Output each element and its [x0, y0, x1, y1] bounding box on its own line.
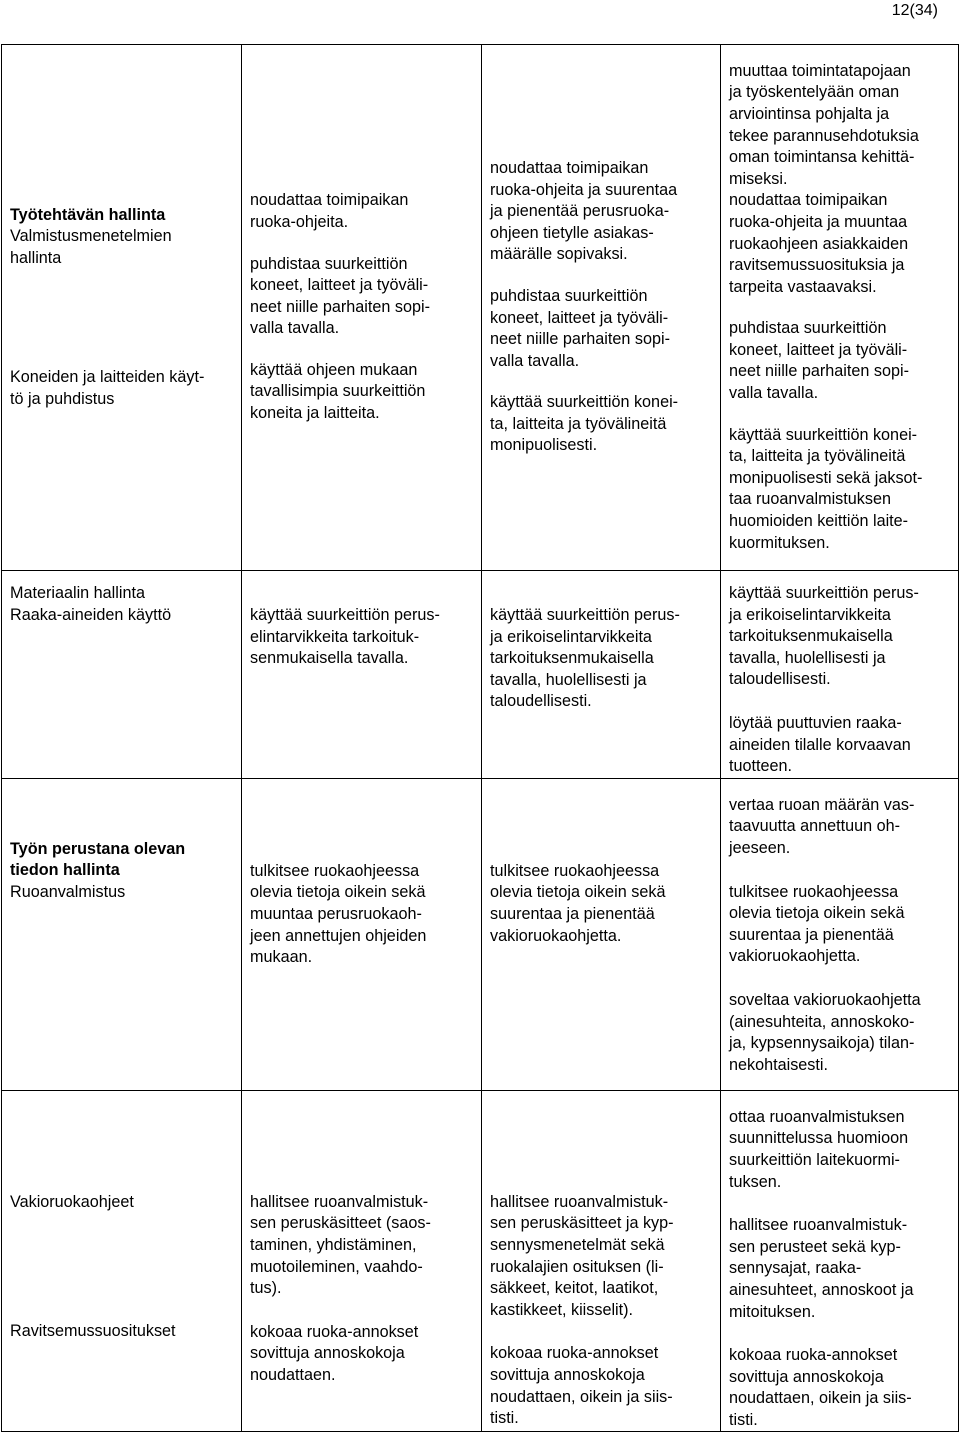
table-row — [2, 1090, 959, 1432]
criteria-text: puhdistaa suurkeittiön koneet, laitteet ja työväli- neet niille parhaiten sopi- valla tavalla. — [729, 319, 909, 403]
criteria-text: hallitsee ruoanvalmistuk- sen peruskäsitteet ja kyp- sennysmenetelmät sekä ruokalajien osituksen (li- säkkeet, keitot, laatikot, kastikkeet, kiisselit). — [490, 1192, 674, 1319]
page-number: 12(34) — [891, 2, 938, 19]
row-label-cell — [2, 778, 242, 1090]
criteria-text: hallitsee ruoanvalmistuk- sen peruskäsitteet (saos- taminen, yhdistäminen, muotoileminen, vaahdo- tus). — [250, 1192, 431, 1298]
row-label: Koneiden ja laitteiden käyt- tö ja puhdistus — [10, 368, 205, 408]
level-2-cell — [482, 45, 721, 571]
criteria-text: puhdistaa suurkeittiön koneet, laitteet ja työväli- neet niille parhaiten sopi- valla tavalla. — [250, 254, 430, 338]
criteria-text: käyttää suurkeittiön perus- ja erikoiselintarvikkeita tarkoituksenmukaisella tavalla, huolellisesti ja taloudellisesti. — [490, 606, 680, 711]
table-row — [2, 778, 959, 1090]
criteria-text: vertaa ruoan määrän vas- taavuutta annettuun oh- jeeseen. — [729, 795, 915, 857]
level-1-cell — [242, 45, 482, 571]
row-label-cell — [2, 571, 242, 779]
criteria-text: kokoaa ruoka-annokset sovittuja annoskokoja noudattaen, oikein ja siis- tisti. — [729, 1346, 912, 1429]
level-2-cell — [482, 778, 721, 1090]
criteria-text: hallitsee ruoanvalmistuk- sen perusteet sekä kyp- sennysajat, raaka- ainesuhteet, annoskoot ja mitoituksen. — [729, 1216, 914, 1321]
section-heading: Työtehtävän hallinta — [10, 205, 166, 224]
level-1-cell — [242, 571, 482, 779]
criteria-text: löytää puuttuvien raaka- aineiden tilalle korvaavan tuotteen. — [729, 713, 911, 776]
row-label: Ravitsemussuositukset — [10, 1322, 176, 1341]
level-1-cell — [242, 778, 482, 1090]
row-label: Ruoanvalmistus — [10, 882, 126, 901]
row-label-cell — [2, 1090, 242, 1432]
criteria-text: noudattaa toimipaikan ruoka-ohjeita. — [250, 191, 409, 231]
criteria-text: käyttää suurkeittiön konei- ta, laitteita ja työvälineitä monipuolisesti sekä jaksot- taa ruoanvalmistuksen huomioiden keittiön laite- kuormituksen. — [729, 425, 923, 552]
criteria-text: käyttää ohjeen mukaan tavallisimpia suurkeittiön koneita ja laitteita. — [250, 360, 426, 423]
criteria-text: noudattaa toimipaikan ruoka-ohjeita ja suurentaa ja pienentää perusruoka- ohjeen tietylle asiakas- määrälle sopivaksi. — [490, 158, 678, 264]
level-3-cell — [721, 45, 959, 571]
row-label: Materiaalin hallinta Raaka-aineiden käyttö — [10, 584, 172, 624]
level-2-cell — [482, 1090, 721, 1432]
row-label-cell — [2, 45, 242, 571]
criteria-text: tulkitsee ruokaohjeessa olevia tietoja oikein sekä muuntaa perusruokaoh- jeen annettujen ohjeiden mukaan. — [250, 861, 427, 967]
criteria-text: puhdistaa suurkeittiön koneet, laitteet ja työväli- neet niille parhaiten sopi- valla tavalla. — [490, 286, 670, 370]
criteria-text: muuttaa toimintatapojaan ja työskentelyään oman arviointinsa pohjalta ja tekee parannusehdotuksia oman toimintansa kehittä- miseksi. — [729, 61, 919, 188]
level-3-cell — [721, 778, 959, 1090]
criteria-text: käyttää suurkeittiön konei- ta, laitteita ja työvälineitä monipuolisesti. — [490, 393, 679, 455]
criteria-text: käyttää suurkeittiön perus- ja erikoiselintarvikkeita tarkoituksenmukaisella tavalla, huolellisesti ja taloudellisesti. — [729, 584, 919, 689]
competency-table — [1, 44, 959, 1432]
criteria-text: soveltaa vakioruokaohjetta (ainesuhteita, annoskoko- ja, kypsennysaikoja) tilan- nekohtaisesti. — [729, 990, 921, 1074]
row-label: Valmistusmenetelmien hallinta — [10, 227, 172, 267]
level-2-cell — [482, 571, 721, 779]
criteria-text: tulkitsee ruokaohjeessa olevia tietoja oikein sekä suurentaa ja pienentää vakioruokaohjetta. — [490, 861, 666, 945]
table-row — [2, 571, 959, 779]
section-heading: Työn perustana olevan tiedon hallinta — [10, 839, 186, 880]
criteria-text: kokoaa ruoka-annokset sovittuja annoskokoja noudattaen, oikein ja siis- tisti. — [490, 1344, 673, 1428]
row-label: Vakioruokaohjeet — [10, 1192, 134, 1211]
table-row — [2, 45, 959, 571]
level-3-cell — [721, 571, 959, 779]
level-3-cell — [721, 1090, 959, 1432]
criteria-text: ottaa ruoanvalmistuksen suunnittelussa huomioon suurkeittiön laitekuormi- tuksen. — [729, 1107, 909, 1191]
criteria-text: noudattaa toimipaikan ruoka-ohjeita ja muuntaa ruokaohjeen asiakkaiden ravitsemussuosituksia ja tarpeita vastaavaksi. — [729, 191, 909, 296]
criteria-text: tulkitsee ruokaohjeessa olevia tietoja oikein sekä suurentaa ja pienentää vakioruokaohjetta. — [729, 882, 905, 966]
criteria-text: käyttää suurkeittiön perus- elintarvikkeita tarkoituk- senmukaisella tavalla. — [250, 606, 440, 668]
criteria-text: kokoaa ruoka-annokset sovittuja annoskokoja noudattaen. — [250, 1322, 419, 1384]
level-1-cell — [242, 1090, 482, 1432]
